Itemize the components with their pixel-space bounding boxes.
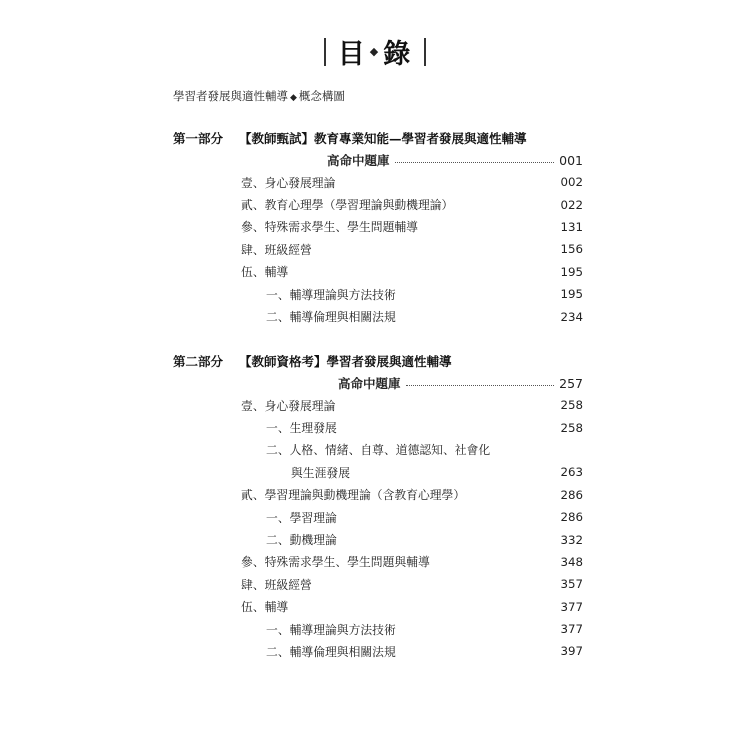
toc-entry-page: 258 — [560, 398, 583, 413]
toc-entry-page: 131 — [560, 219, 583, 234]
toc-entry[interactable] — [173, 283, 583, 305]
toc-entry-label: 壹、身心發展理論 — [241, 175, 336, 190]
toc-entry-label: 二、輔導倫理與相關法規 — [266, 310, 396, 325]
toc-entry-page: 357 — [560, 577, 583, 592]
toc-entry-label: 貳、教育心理學（學習理論與動機理論） — [241, 198, 454, 213]
toc-entry[interactable] — [173, 461, 583, 483]
toc-entry-label: 一、輔導理論與方法技術 — [266, 287, 396, 302]
toc-entry-page: 286 — [560, 510, 583, 525]
toc-entry[interactable] — [173, 528, 583, 550]
title-left-char: 目 — [337, 39, 367, 70]
toc-entry-label: 貳、學習理論與動機理論（含教育心理學） — [241, 488, 466, 503]
part-1-label: 第一部分 — [173, 131, 224, 146]
toc-entry[interactable] — [173, 216, 583, 238]
toc-entry[interactable] — [173, 506, 583, 528]
diamond-icon: ◆ — [369, 45, 381, 58]
toc-entry[interactable] — [173, 193, 583, 215]
toc-entry-page: 234 — [560, 309, 583, 324]
diamond-icon: ◆ — [290, 93, 297, 103]
toc-entry-page: 258 — [560, 420, 583, 435]
part-2-label: 第二部分 — [173, 354, 224, 369]
toc-entry[interactable] — [173, 439, 583, 461]
toc-entry[interactable] — [173, 551, 583, 573]
toc-entry-page: 286 — [560, 487, 583, 502]
page-title — [0, 32, 750, 71]
toc-entry-label: 二、輔導倫理與相關法規 — [266, 644, 396, 659]
toc-entry[interactable] — [173, 596, 583, 618]
part-2-title: 【教師資格考】學習者發展與適性輔導 — [239, 354, 452, 369]
part-1-sub-page: 001 — [559, 152, 583, 168]
toc-entry-page: 195 — [560, 287, 583, 302]
part-1-sub-label: 高命中題庫 — [327, 153, 390, 168]
toc-entry-label: 伍、輔導 — [241, 600, 289, 615]
toc-entry[interactable] — [173, 416, 583, 438]
toc-entry-page: 022 — [560, 197, 583, 212]
toc-entry-page: 332 — [560, 532, 583, 547]
toc-entry[interactable] — [173, 238, 583, 260]
toc-entry[interactable] — [173, 573, 583, 595]
concept-map-line[interactable] — [173, 88, 345, 104]
toc-entry-label: 參、特殊需求學生、學生問題與輔導 — [241, 555, 430, 570]
toc-entry-page: 195 — [560, 264, 583, 279]
toc-entry[interactable] — [173, 618, 583, 640]
toc-entry-page: 377 — [560, 599, 583, 614]
toc-part-1 — [173, 127, 583, 328]
title-right-bar — [424, 38, 426, 66]
toc-entry[interactable] — [173, 261, 583, 283]
part-2-entries — [173, 394, 583, 663]
toc-entry-page: 377 — [560, 622, 583, 637]
dot-leader — [406, 385, 555, 386]
toc-entry-label: 二、動機理論 — [266, 533, 337, 548]
toc-entry[interactable] — [173, 394, 583, 416]
toc-entry-page: 348 — [560, 554, 583, 569]
toc-entry[interactable] — [173, 640, 583, 662]
part-2-heading[interactable] — [173, 350, 583, 372]
part-1-entries — [173, 171, 583, 328]
part-2-question-bank[interactable] — [173, 372, 583, 394]
toc-entry-label: 伍、輔導 — [241, 265, 289, 280]
dot-leader — [395, 162, 555, 163]
toc-entry[interactable] — [173, 484, 583, 506]
toc-entry[interactable] — [173, 171, 583, 193]
title-left-bar — [324, 38, 326, 66]
toc-entry-page: 002 — [560, 175, 583, 190]
title-text — [338, 32, 412, 71]
toc-entry-label: 與生涯發展 — [291, 465, 350, 480]
part-1-heading[interactable] — [173, 127, 583, 149]
toc-entry-label: 一、學習理論 — [266, 510, 337, 525]
toc-entry-label: 肆、班級經營 — [241, 577, 312, 592]
concept-map-left: 學習者發展與適性輔導 — [173, 89, 288, 103]
toc-entry-label: 參、特殊需求學生、學生問題輔導 — [241, 220, 418, 235]
toc-part-2 — [173, 350, 583, 663]
toc-entry[interactable] — [173, 305, 583, 327]
toc-entry-label: 一、輔導理論與方法技術 — [266, 622, 396, 637]
toc-entry-label: 壹、身心發展理論 — [241, 398, 336, 413]
part-2-sub-label: 高命中題庫 — [338, 376, 401, 391]
toc-entry-page: 397 — [560, 644, 583, 659]
part-1-title: 【教師甄試】教育專業知能—學習者發展與適性輔導 — [239, 131, 527, 146]
toc-entry-page: 156 — [560, 242, 583, 257]
toc-entry-label: 一、生理發展 — [266, 421, 337, 436]
toc-entry-page: 263 — [560, 465, 583, 480]
title-right-char: 錄 — [383, 39, 413, 70]
toc-entry-label: 肆、班級經營 — [241, 242, 312, 257]
part-2-sub-page: 257 — [559, 375, 583, 391]
toc-entry-label: 二、人格、情緒、自尊、道德認知、社會化 — [266, 443, 491, 458]
part-1-question-bank[interactable] — [173, 149, 583, 171]
concept-map-right: 概念構圖 — [298, 89, 345, 103]
